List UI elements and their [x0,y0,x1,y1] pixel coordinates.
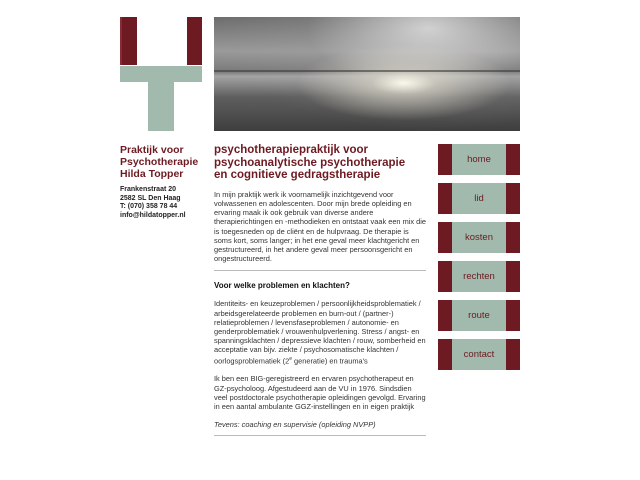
nav-contact-left [438,339,452,370]
about-paragraph: Ik ben een BIG-geregistreerd en ervaren psychotherapeut en GZ-psycholoog. Afgestudeerd aan de VU in 1976. Sindsdien veel postdoctorale psychotherapie opleidingen gevolgd. Ervaring in een aantal ambulante GGZ-instellingen en in eigen praktijk [214,374,426,411]
address-email[interactable]: info@hildatopper.nl [120,211,186,219]
logo-left-bar [120,17,137,65]
nav-lid[interactable] [438,183,520,214]
brand-line-2: Psychotherapie [120,156,199,168]
divider [214,270,426,271]
page-title [214,144,426,182]
nav-rechten-label[interactable]: rechten [452,261,506,292]
nav-rechten-right [506,261,520,292]
address-phone: T: (070) 358 78 44 [120,203,178,210]
nav-home-left [438,144,452,175]
nav-rechten[interactable] [438,261,520,292]
problems-paragraph [214,299,426,365]
nav-route[interactable] [438,300,520,331]
problems-superscript: e [289,355,292,362]
nav-lid-left [438,183,452,214]
nav-route-left [438,300,452,331]
nav-kosten[interactable] [438,222,520,253]
logo-crossbar [120,66,202,82]
problems-heading: Voor welke problemen en klachten? [214,281,350,291]
problems-text-b: generatie) en trauma's [291,356,368,366]
main-content [214,144,426,443]
divider-bottom [214,435,426,436]
nav-route-label[interactable]: route [452,300,506,331]
address-city: 2582 SL Den Haag [120,194,181,202]
nav-rechten-left [438,261,452,292]
nav-kosten-right [506,222,520,253]
address-street: Frankenstraat 20 [120,186,177,193]
nav-contact-label[interactable]: contact [452,339,506,370]
logo-stem [148,82,174,131]
hero-horizon [214,70,520,72]
logo-right-bar [187,17,202,65]
brand-line-3: Hilda Topper [120,168,184,180]
nav-home-label[interactable]: home [452,144,506,175]
page-title-line-1: psychotherapiepraktijk voor [214,144,369,156]
brand-name [120,144,212,180]
nav-lid-right [506,183,520,214]
nav-home[interactable] [438,144,520,175]
page-title-line-3: en cognitieve gedragstherapie [214,169,381,182]
nav-home-right [506,144,520,175]
nav-contact[interactable] [438,339,520,370]
nav-contact-right [506,339,520,370]
also-paragraph: Tevens: coaching en supervisie (opleiding NVPP) [214,420,376,430]
nav-lid-label[interactable]: lid [452,183,506,214]
main-navigation [438,144,520,378]
logo [120,17,202,131]
nav-route-right [506,300,520,331]
page-title-line-2: psychoanalytische psychotherapie [214,156,406,169]
intro-paragraph: In mijn praktijk werk ik voornamelijk inzichtgevend voor volwassenen en adolescenten. Door mijn brede opleiding en ervaring maak ik ook gebruik van diverse andere therapierichtingen en -methodieken en ontstaat vaak een mix die is toegesneden op de cliënt en de hulpvraag. De therapie is soms kort, soms langer; in het ene geval meer klachtgericht en gestructureerd, in het andere geval meer persoonsgericht en ongestructureerd. [214,189,426,264]
nav-kosten-label[interactable]: kosten [452,222,506,253]
brand-line-1: Praktijk voor [120,144,184,156]
hero-image-sea-sky [214,17,520,131]
contact-address [120,186,212,220]
problems-text-a: Identiteits- en keuzeproblemen / persoonlijkheidsproblematiek / arbeidsgerelateerde problemen en burn-out / (partner-) relatieproblemen / levensfaseproblemen / autonomie- en genderproblematiek / vrouwenhulpverlening. Stress / angst- en spanningsklachten / depressieve klachten / rouw, somberheid en acceptatie van bijv. ziekte / psychosomatische klachten / oorlogsproblematiek (2 [214,299,426,366]
nav-kosten-left [438,222,452,253]
